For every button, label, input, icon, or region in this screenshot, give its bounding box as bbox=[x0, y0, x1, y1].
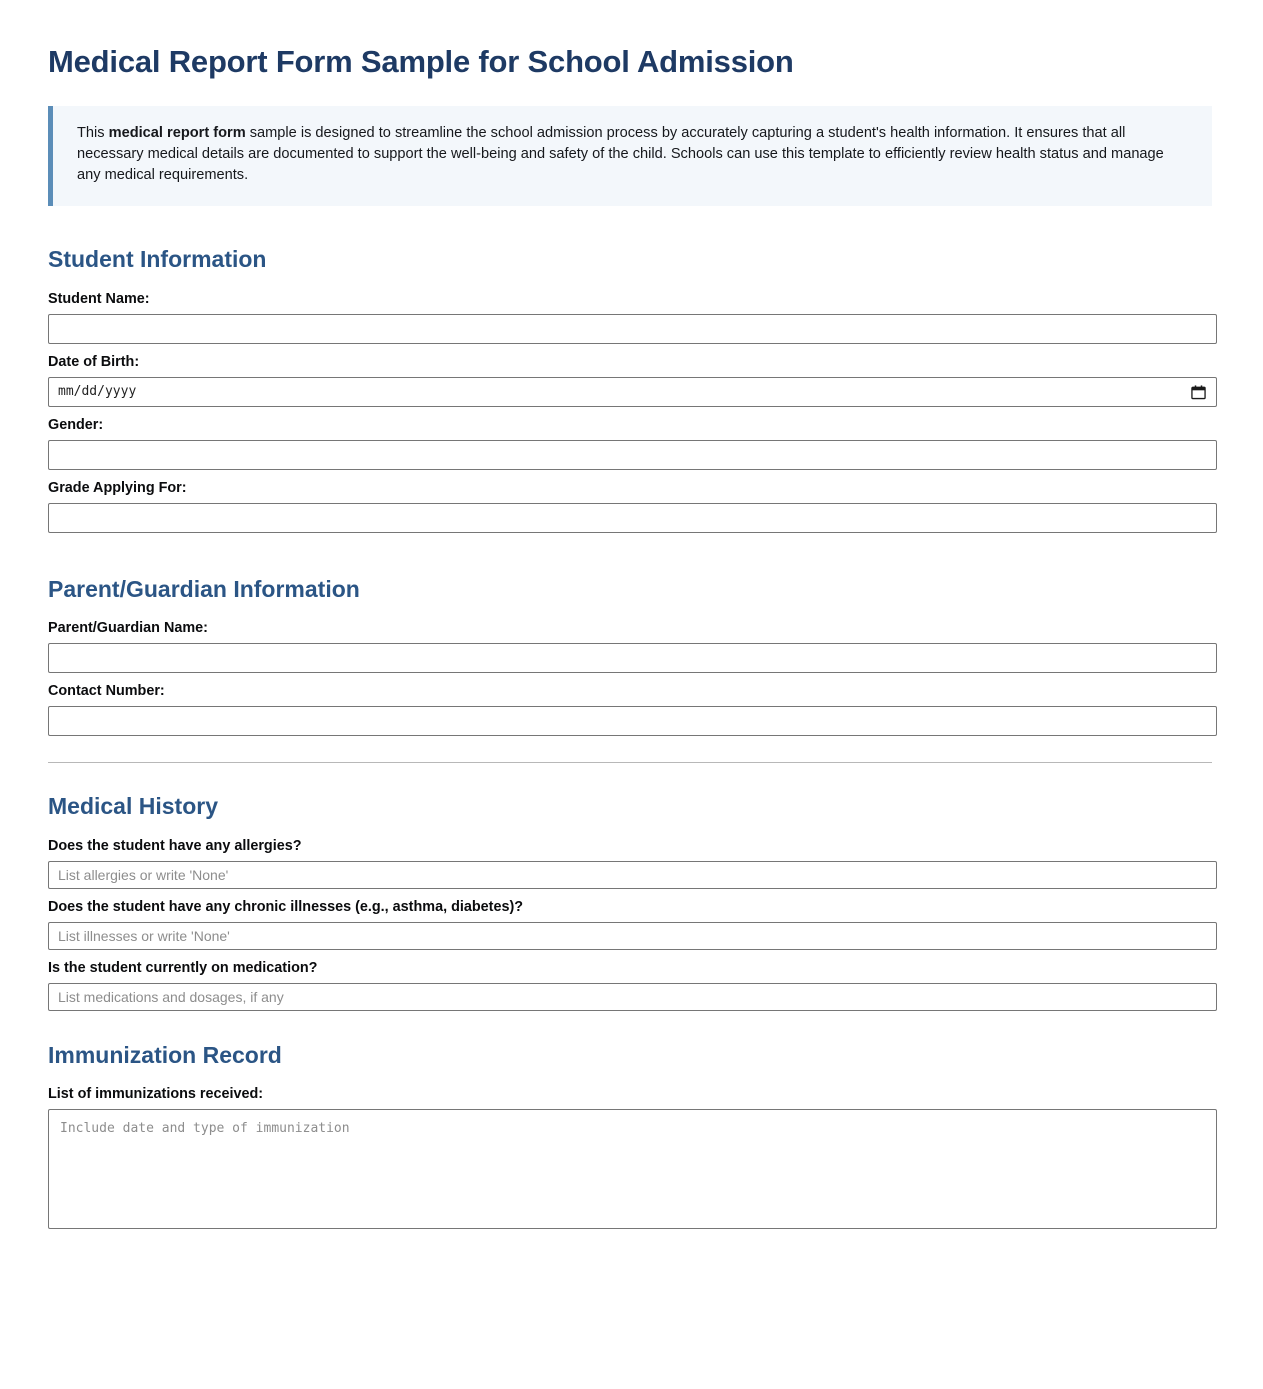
section-heading-parent-guardian-information: Parent/Guardian Information bbox=[48, 575, 360, 602]
label-allergies: Does the student have any allergies? bbox=[48, 837, 302, 854]
intro-text-bold: medical report form bbox=[108, 124, 246, 141]
intro-text-before: This bbox=[77, 124, 109, 141]
field-contact-number bbox=[48, 682, 1217, 736]
label-contact-number: Contact Number: bbox=[48, 683, 165, 700]
immunizations-textarea[interactable] bbox=[48, 1109, 1217, 1229]
chronic-illnesses-input[interactable] bbox=[48, 922, 1217, 950]
intro-callout bbox=[48, 106, 1212, 206]
page-title: Medical Report Form Sample for School Admission bbox=[48, 44, 794, 79]
section-heading-medical-history: Medical History bbox=[48, 793, 218, 820]
label-chronic-illnesses: Does the student have any chronic illnesses (e.g., asthma, diabetes)? bbox=[48, 898, 524, 915]
label-gender: Gender: bbox=[48, 416, 104, 433]
label-grade-applying-for: Grade Applying For: bbox=[48, 479, 187, 496]
medication-input[interactable] bbox=[48, 983, 1217, 1011]
label-medication: Is the student currently on medication? bbox=[48, 959, 318, 976]
section-heading-immunization-record: Immunization Record bbox=[48, 1041, 282, 1068]
field-parent-guardian-name bbox=[48, 619, 1217, 673]
grade-applying-for-input[interactable] bbox=[48, 503, 1217, 533]
section-student-information bbox=[48, 246, 1217, 533]
section-medical-history bbox=[48, 793, 1217, 1011]
calendar-icon[interactable] bbox=[1191, 384, 1206, 399]
label-parent-guardian-name: Parent/Guardian Name: bbox=[48, 620, 208, 637]
gender-input[interactable] bbox=[48, 440, 1217, 470]
date-of-birth-placeholder: mm/dd/yyyy bbox=[58, 384, 137, 400]
label-student-name: Student Name: bbox=[48, 290, 150, 307]
field-student-name bbox=[48, 290, 1217, 344]
date-of-birth-row bbox=[48, 377, 1217, 407]
intro-text-after: sample is designed to streamline the school admission process by accurately capturing a student's health information. It ensures that all necessary medical details are documented to support the well-being and safety of the child. Schools can use this template to efficiently review health status and manage any medical requirements. bbox=[77, 124, 1164, 183]
date-of-birth-input[interactable] bbox=[48, 377, 1217, 407]
field-medication bbox=[48, 959, 1217, 1011]
label-date-of-birth: Date of Birth: bbox=[48, 353, 140, 370]
field-immunizations bbox=[48, 1085, 1217, 1234]
student-name-input[interactable] bbox=[48, 314, 1217, 344]
section-parent-guardian-information bbox=[48, 576, 1217, 737]
spacer bbox=[48, 542, 1217, 576]
contact-number-input[interactable] bbox=[48, 706, 1217, 736]
label-immunizations: List of immunizations received: bbox=[48, 1086, 264, 1103]
field-gender bbox=[48, 416, 1217, 470]
section-divider bbox=[48, 762, 1212, 763]
field-grade-applying-for bbox=[48, 479, 1217, 533]
spacer bbox=[48, 1020, 1217, 1042]
parent-guardian-name-input[interactable] bbox=[48, 643, 1217, 673]
section-heading-student-information: Student Information bbox=[48, 246, 267, 273]
section-immunization-record bbox=[48, 1042, 1217, 1235]
allergies-input[interactable] bbox=[48, 861, 1217, 889]
field-chronic-illnesses bbox=[48, 898, 1217, 950]
field-allergies bbox=[48, 837, 1217, 889]
intro-paragraph bbox=[77, 123, 1190, 186]
field-date-of-birth bbox=[48, 353, 1217, 407]
